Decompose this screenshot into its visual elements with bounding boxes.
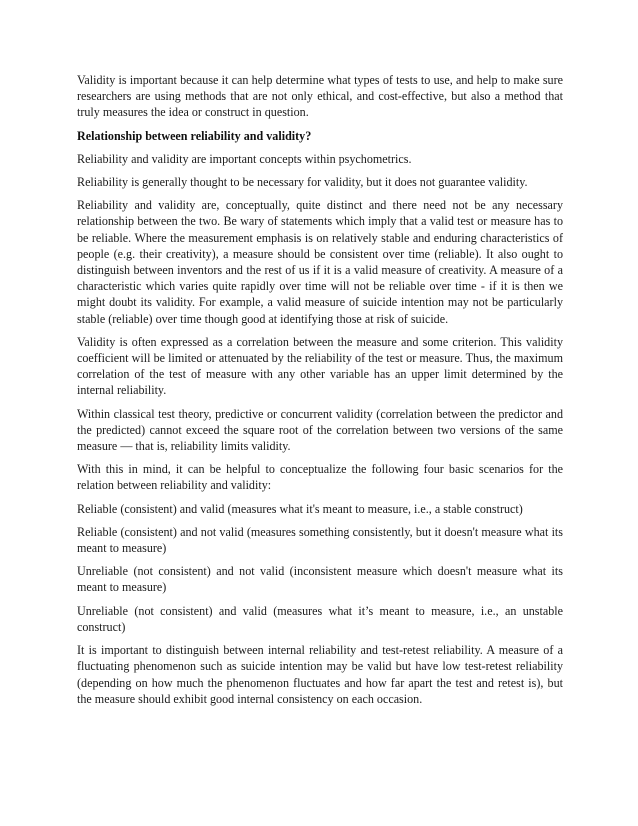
paragraph-correlation: Validity is often expressed as a correlation between the measure and some criterion. This validity coefficient will be limited or attenuated by the reliability of the test or measure. Thus, the maximum correlation of the test of measure with any other variable has an upper limit determined by the internal reliability.	[77, 334, 563, 398]
scenario-reliable-valid: Reliable (consistent) and valid (measures what it's meant to measure, i.e., a stable construct)	[77, 501, 523, 516]
intro-paragraph: Validity is important because it can help determine what types of tests to use, and help to make sure researchers are using methods that are not only ethical, and cost-effective, but also a method that truly measures the idea or construct in question.	[77, 73, 563, 120]
paragraph-concepts: Reliability and validity are important concepts within psychometrics.	[77, 151, 412, 166]
paragraph-scenarios-intro: With this in mind, it can be helpful to conceptualize the following four basic scenarios for the relation between reliability and validity:	[77, 462, 563, 493]
document-page	[77, 72, 563, 714]
paragraph-necessary: Reliability is generally thought to be necessary for validity, but it does not guarantee validity.	[77, 175, 528, 190]
paragraph-distinct: Reliability and validity are, conceptually, quite distinct and there need not be any necessary relationship between the two. Be wary of statements which imply that a valid test or measure has to be reliable. Where the measurement emphasis is on relatively stable and enduring characteristics of people (e.g. their creativity), a measure should be consistent over time (reliable). It also ought to distinguish between inventors and the rest of us if it is a valid measure of creativity. A measure of a characteristic which varies quite rapidly over time will not be reliable over time - if it is then we might doubt its validity. For example, a valid measure of suicide intention may not be particularly stable (reliable) over time though good at identifying those at risk of suicide.	[77, 198, 563, 326]
paragraph-classical-theory: Within classical test theory, predictive or concurrent validity (correlation between the predictor and the predicted) cannot exceed the square root of the correlation between two versions of the same measure — that is, reliability limits validity.	[77, 406, 563, 454]
scenario-reliable-not-valid: Reliable (consistent) and not valid (measures something consistently, but it doesn't measure what its meant to measure)	[77, 524, 563, 556]
scenario-unreliable-not-valid: Unreliable (not consistent) and not valid (inconsistent measure which doesn't measure what its meant to measure)	[77, 564, 563, 595]
scenario-unreliable-valid: Unreliable (not consistent) and valid (measures what it’s meant to measure, i.e., an unstable construct)	[77, 603, 563, 634]
paragraph-internal-vs-retest: It is important to distinguish between internal reliability and test-retest reliability. A measure of a fluctuating phenomenon such as suicide intention may be valid but have low test-retest reliability (depending on how much the phenomenon fluctuates and how far apart the test and retest is), but the measure should exhibit good internal consistency on each occasion.	[77, 643, 563, 706]
section-heading: Relationship between reliability and validity?	[77, 128, 312, 143]
